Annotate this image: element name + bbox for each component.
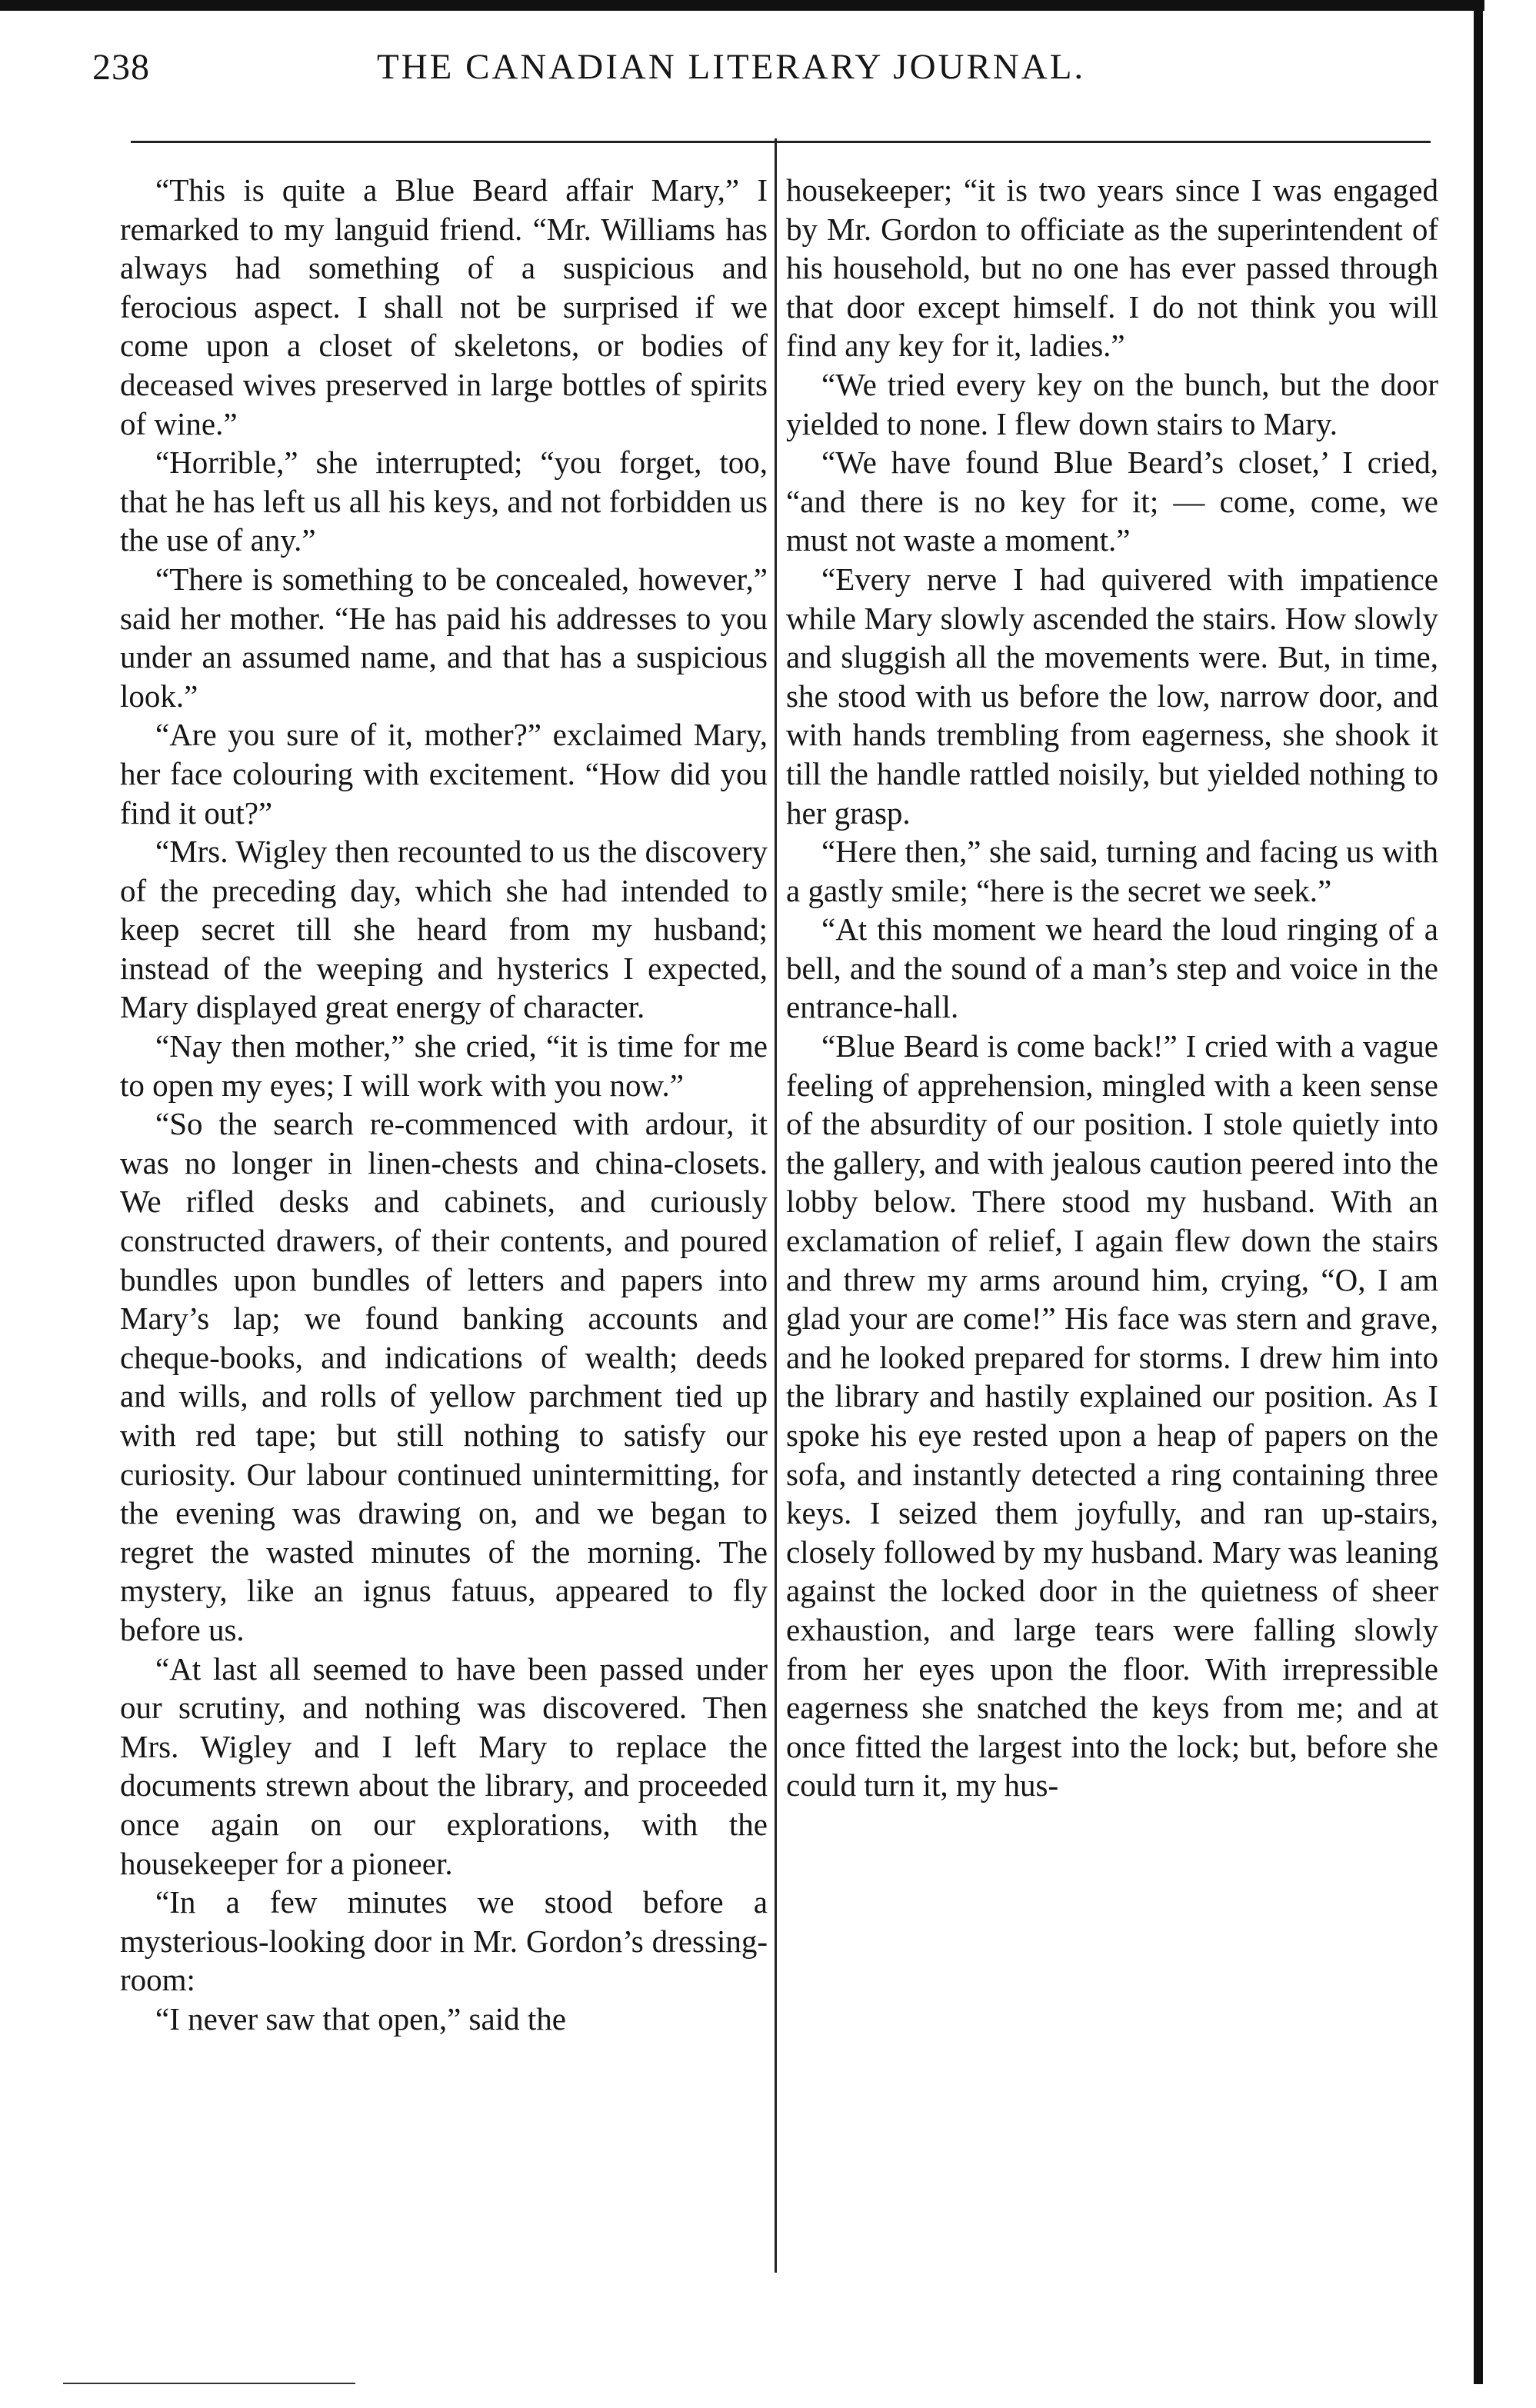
right-edge-rule xyxy=(1474,0,1483,2384)
paragraph-continued: housekeeper; “it is two years since I was engaged by Mr. Gordon to officiate as the superintendent of his household, but no one has ever passed through that door except himself. I do not think you will find any key for it, ladies.” xyxy=(786,172,1438,364)
paragraph: “I never saw that open,” said the xyxy=(155,2000,566,2037)
page-header xyxy=(92,46,1446,108)
left-column xyxy=(120,171,768,2278)
paragraph: “So the search re-commenced with ardour, it was no longer in linen-chests and china-closets. We rifled desks and cabinets, and curiously constructed drawers, of their contents, and poured bundles upon bundles of letters and papers into Mary’s lap; we found banking accounts and cheque-books, and indications of wealth; deeds and wills, and rolls of yellow parchment tied up with red tape; but still nothing to satisfy our curiosity. Our labour continued unintermitting, for the evening was drawing on, and we began to regret the wasted minutes of the morning. The mystery, like an ignus fatuus, appeared to fly before us. xyxy=(120,1106,768,1647)
paragraph: “Nay then mother,” she cried, “it is time for me to open my eyes; I will work with you now.” xyxy=(120,1028,768,1103)
column-divider xyxy=(775,138,777,2273)
paragraph: “Here then,” she said, turning and facing us with a gastly smile; “here is the secret we seek.” xyxy=(786,834,1438,908)
paragraph: “Mrs. Wigley then recounted to us the discovery of the preceding day, which she had intended to keep secret till she heard from my husband; instead of the weeping and hysterics I expected, Mary displayed great energy of character. xyxy=(120,834,768,1025)
paragraph: “There is something to be concealed, however,” said her mother. “He has paid his addresses to you under an assumed name, and that has a suspicious look.” xyxy=(120,561,768,714)
paragraph: “At this moment we heard the loud ringing of a bell, and the sound of a man’s step and voice in the entrance-hall. xyxy=(786,911,1438,1025)
right-column xyxy=(786,171,1438,2278)
paragraph: “We tried every key on the bunch, but the door yielded to none. I flew down stairs to Mary. xyxy=(786,366,1438,441)
paragraph: “Every nerve I had quivered with impatience while Mary slowly ascended the stairs. How slowly and sluggish all the movements were. But, in time, she stood with us before the low, narrow door, and with hands trembling from eagerness, she shook it till the handle rattled noisily, but yielded nothing to her grasp. xyxy=(786,561,1438,831)
paragraph: “Blue Beard is come back!” I cried with a vague feeling of apprehension, mingled with a keen sense of the absurdity of our position. I stole quietly into the gallery, and with jealous caution peered into the lobby below. There stood my husband. With an exclamation of relief, I again flew down the stairs and threw my arms around him, crying, “O, I am glad your are come!” His face was stern and grave, and he looked prepared for storms. I drew him into the library and hastily explained our position. As I spoke his eye rested upon a heap of papers on the sofa, and instantly detected a ring containing three keys. I seized them joyfully, and ran up-stairs, closely followed by my husband. Mary was leaning against the locked door in the quietness of sheer exhaustion, and large tears were falling slowly from her eyes upon the floor. With irrepressible eagerness she snatched the keys from me; and at once fitted the largest into the lock; but, before she could turn it, my hus- xyxy=(786,1028,1438,1804)
footer-rule xyxy=(63,2383,355,2384)
paragraph: “We have found Blue Beard’s closet,’ I cried, “and there is no key for it; — come, come, we must not waste a moment.” xyxy=(786,445,1438,558)
paragraph: “At last all seemed to have been passed under our scrutiny, and nothing was discovered. Then Mrs. Wigley and I left Mary to replace the documents strewn about the library, and proceeded once again on our explorations, with the housekeeper for a pioneer. xyxy=(120,1650,768,1881)
paragraph: “This is quite a Blue Beard affair Mary,” I remarked to my languid friend. “Mr. Williams has always had something of a suspicious and ferocious aspect. I shall not be surprised if we come upon a closet of skeletons, or bodies of deceased wives preserved in large bottles of spirits of wine.” xyxy=(120,172,768,441)
journal-title: THE CANADIAN LITERARY JOURNAL. xyxy=(377,47,1086,87)
paragraph: “Are you sure of it, mother?” exclaimed Mary, her face colouring with excitement. “How did you find it out?” xyxy=(120,717,768,831)
paragraph: “In a few minutes we stood before a mysterious-looking door in Mr. Gordon’s dressing-room: xyxy=(120,1884,768,1998)
paragraph: “Horrible,” she interrupted; “you forget, too, that he has left us all his keys, and not forbidden us the use of any.” xyxy=(120,445,768,558)
page-number: 238 xyxy=(92,47,150,88)
header-rule xyxy=(131,141,1431,143)
top-border-bar xyxy=(0,0,1484,11)
